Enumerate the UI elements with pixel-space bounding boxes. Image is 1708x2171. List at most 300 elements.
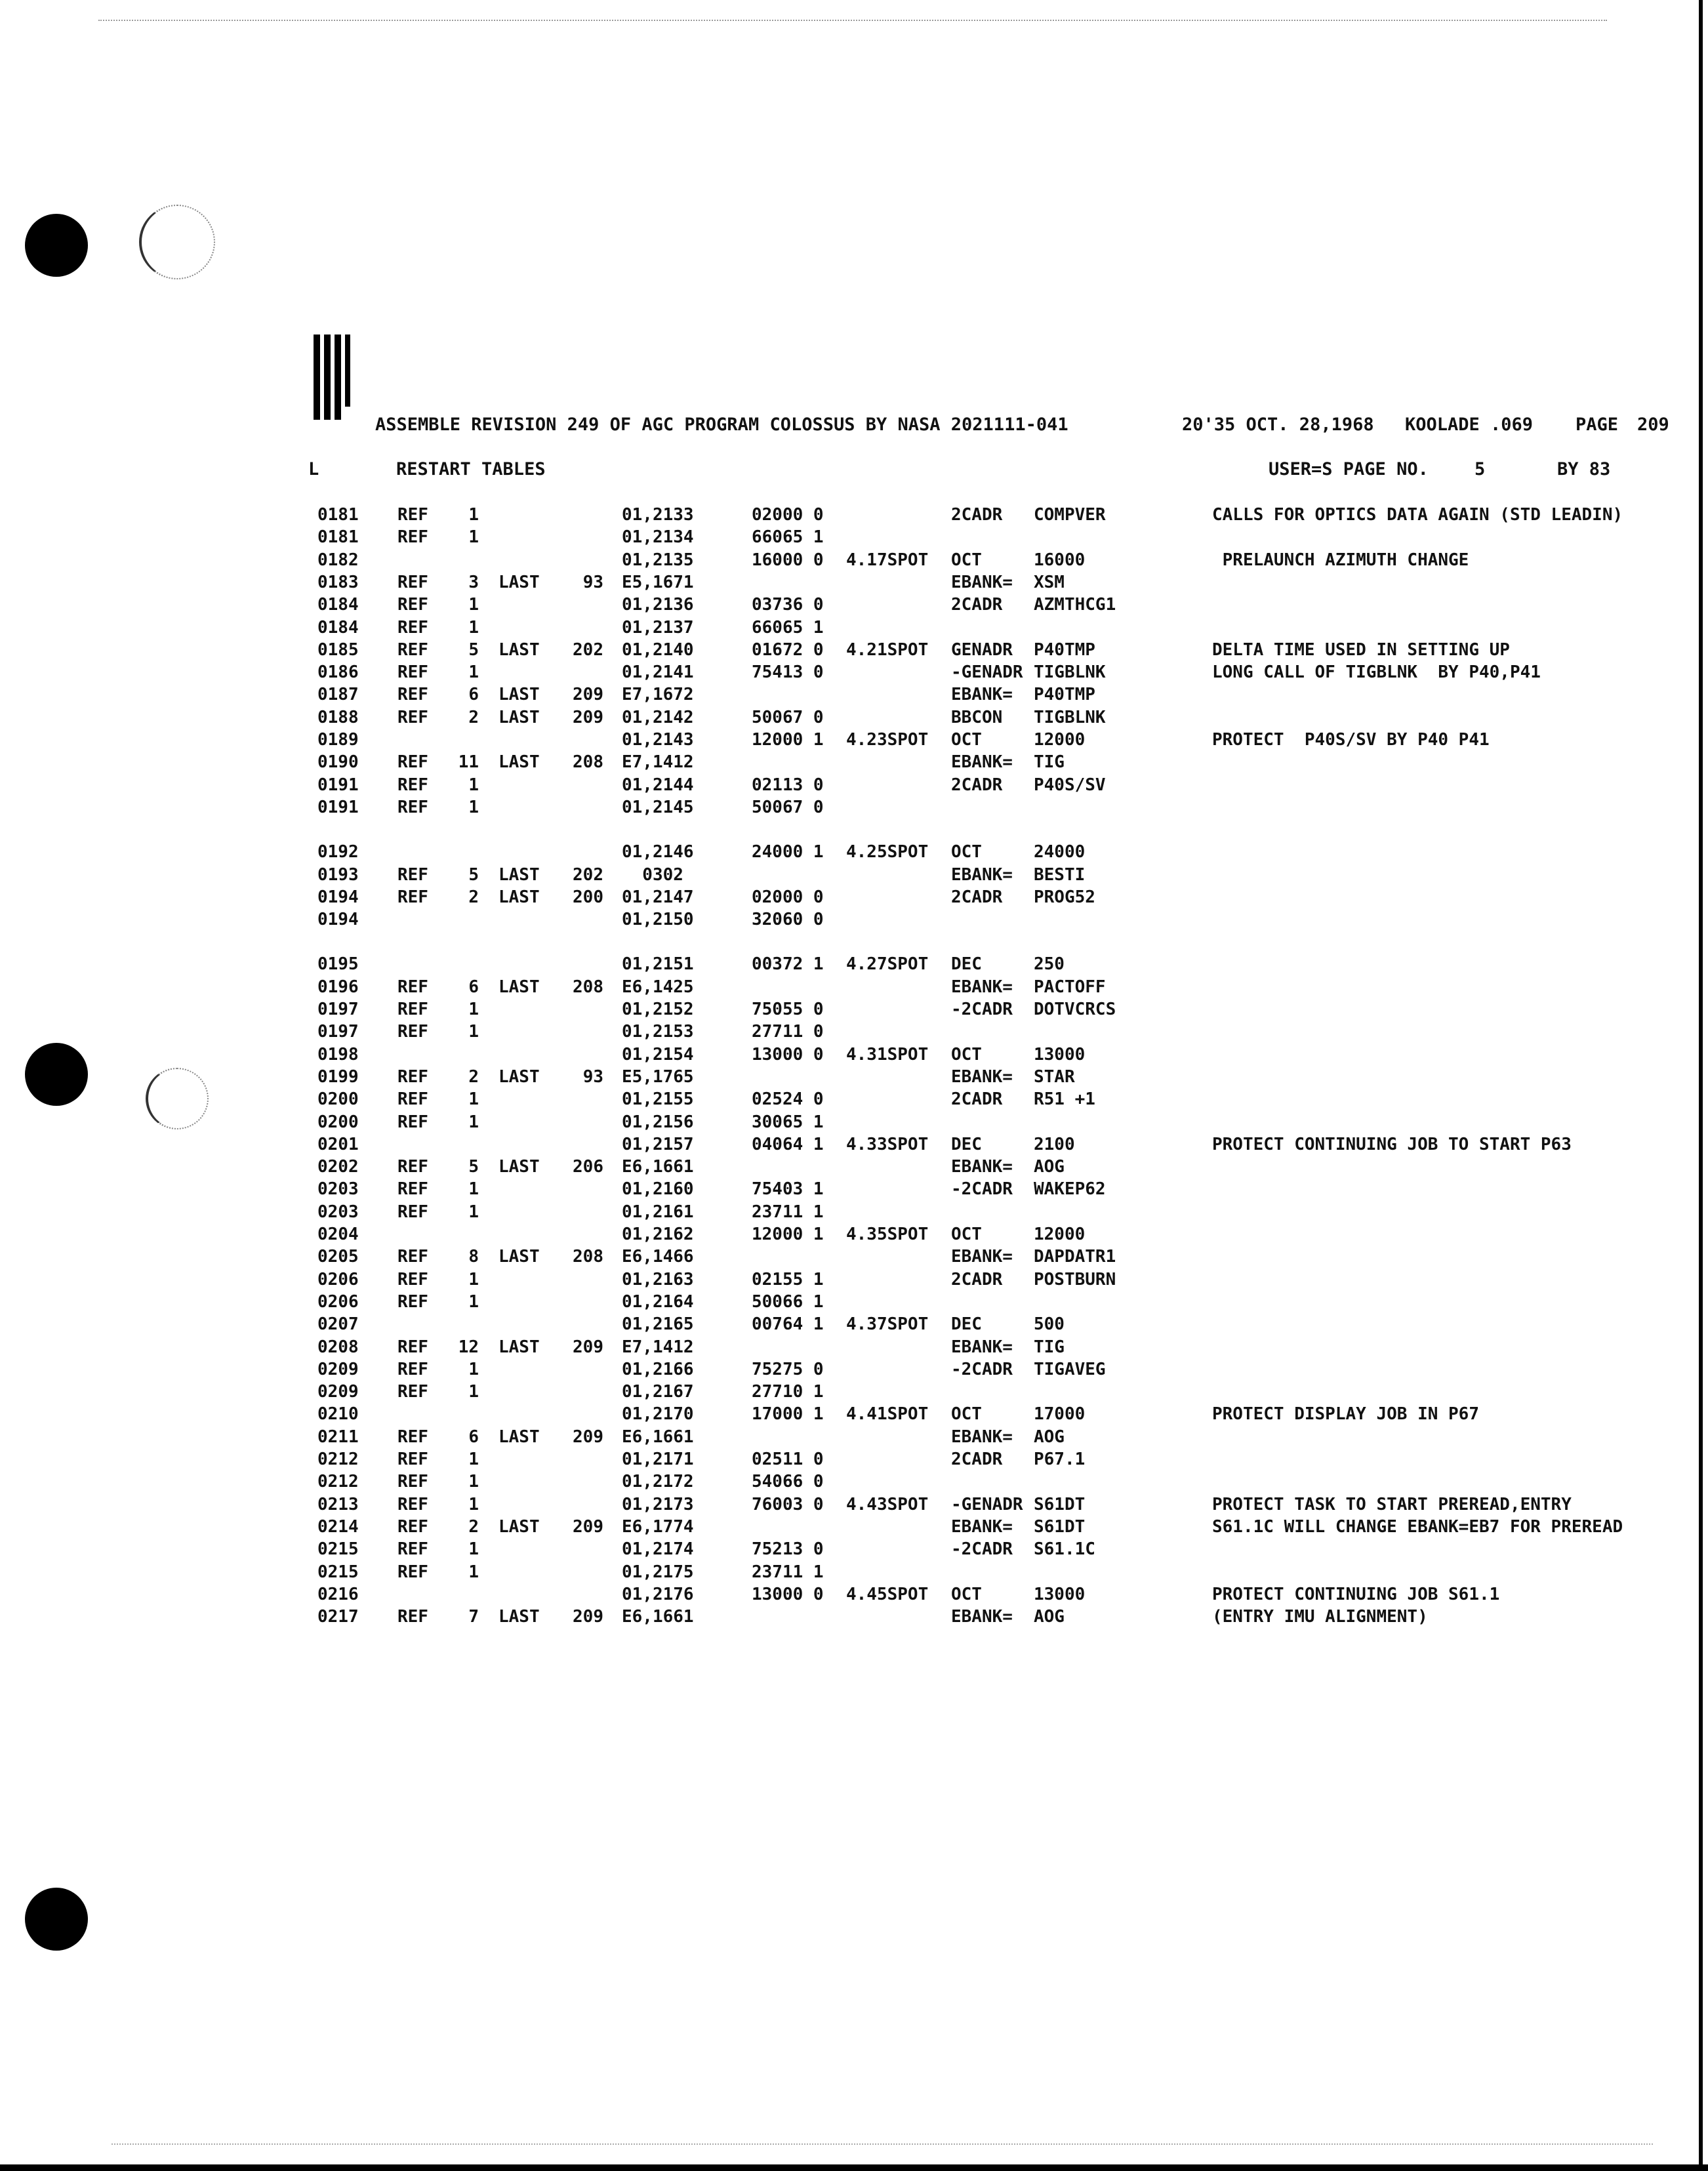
listing-cell-op: -2CADR — [951, 1359, 1013, 1379]
listing-cell-oct: 23711 1 — [752, 1562, 824, 1582]
listing-row — [0, 617, 1708, 639]
listing-row — [0, 1381, 1708, 1403]
listing-row — [0, 594, 1708, 616]
koolade-version: KOOLADE .069 — [1405, 415, 1534, 435]
listing-cell-ref: REF — [397, 1494, 428, 1514]
listing-cell-num: 209 — [573, 1516, 603, 1537]
listing-cell-oct: 00372 1 — [752, 954, 824, 975]
listing-cell-cnt: 1 — [468, 1494, 479, 1514]
listing-cell-oct: 75275 0 — [752, 1359, 824, 1379]
listing-cell-addr: E6,1774 — [622, 1516, 694, 1537]
listing-cell-op: 2CADR — [951, 887, 1003, 907]
listing-cell-ref: REF — [397, 1291, 428, 1312]
listing-cell-line: 0195 — [317, 954, 359, 975]
listing-cell-op: EBANK= — [951, 752, 1013, 773]
page-of-label: BY 83 — [1557, 459, 1611, 479]
listing-cell-line: 0181 — [317, 505, 359, 525]
listing-cell-cmt: PROTECT DISPLAY JOB IN P67 — [1212, 1404, 1479, 1425]
scan-specks-top — [98, 20, 1607, 22]
listing-cell-line: 0200 — [317, 1089, 359, 1110]
listing-cell-ref: REF — [397, 887, 428, 907]
listing-cell-lbl: 4.43SPOT — [846, 1494, 929, 1514]
listing-row — [0, 1268, 1708, 1291]
listing-row — [0, 1044, 1708, 1066]
listing-row — [0, 1111, 1708, 1133]
listing-cell-ref: REF — [397, 1359, 428, 1379]
listing-cell-line: 0211 — [317, 1427, 359, 1447]
listing-cell-addr: 0302 — [622, 864, 683, 885]
listing-cell-opd: STAR — [1034, 1066, 1075, 1087]
listing-cell-addr: 01,2162 — [622, 1225, 694, 1244]
listing-cell-last: LAST — [498, 639, 540, 660]
listing-cell-line: 0190 — [317, 752, 359, 773]
listing-row — [0, 1088, 1708, 1110]
listing-cell-op: -GENADR — [951, 1494, 1023, 1514]
listing-cell-last: LAST — [498, 707, 540, 727]
listing-cell-cnt: 1 — [468, 1562, 479, 1582]
listing-cell-oct: 02524 0 — [752, 1089, 824, 1110]
listing-cell-oct: 75413 0 — [752, 662, 824, 683]
listing-cell-line: 0217 — [317, 1607, 359, 1627]
listing-row — [0, 1403, 1708, 1425]
listing-cell-cnt: 1 — [468, 1539, 479, 1560]
listing-cell-addr: 01,2153 — [622, 1022, 694, 1042]
listing-cell-cnt: 1 — [468, 1291, 479, 1312]
listing-cell-cnt: 1 — [468, 595, 479, 615]
listing-cell-op: DEC — [951, 1134, 982, 1154]
listing-cell-oct: 00764 1 — [752, 1314, 824, 1335]
listing-cell-lbl: 4.21SPOT — [846, 639, 929, 660]
listing-cell-oct: 13000 0 — [752, 1044, 824, 1065]
listing-row — [0, 661, 1708, 683]
listing-cell-opd: AOG — [1034, 1157, 1065, 1177]
listing-cell-op: EBANK= — [951, 572, 1013, 592]
listing-cell-cmt: PRELAUNCH AZIMUTH CHANGE — [1212, 550, 1469, 570]
listing-cell-line: 0209 — [317, 1382, 359, 1402]
listing-cell-cnt: 2 — [468, 1516, 479, 1537]
listing-row — [0, 1291, 1708, 1313]
listing-cell-ref: REF — [397, 1427, 428, 1447]
listing-cell-cnt: 2 — [468, 707, 479, 727]
listing-cell-ref: REF — [397, 1000, 428, 1019]
listing-cell-lbl: 4.17SPOT — [846, 550, 929, 570]
listing-cell-line: 0188 — [317, 707, 359, 727]
listing-cell-opd: 13000 — [1034, 1044, 1086, 1065]
listing-cell-last: LAST — [498, 1427, 540, 1447]
listing-cell-line: 0214 — [317, 1516, 359, 1537]
listing-cell-addr: 01,2141 — [622, 662, 694, 683]
listing-cell-line: 0196 — [317, 977, 359, 997]
listing-cell-line: 0210 — [317, 1404, 359, 1425]
listing-cell-addr: E7,1412 — [622, 1337, 694, 1357]
listing-cell-oct: 03736 0 — [752, 595, 824, 615]
listing-cell-addr: E6,1661 — [622, 1157, 694, 1177]
listing-cell-oct: 12000 1 — [752, 1225, 824, 1244]
listing-cell-op: EBANK= — [951, 1157, 1013, 1177]
listing-cell-oct: 13000 0 — [752, 1584, 824, 1604]
listing-cell-cnt: 6 — [468, 1427, 479, 1447]
listing-cell-oct: 04064 1 — [752, 1134, 824, 1154]
listing-cell-op: -2CADR — [951, 1539, 1013, 1560]
listing-cell-oct: 01672 0 — [752, 639, 824, 660]
listing-cell-oct: 32060 0 — [752, 910, 824, 930]
listing-cell-ref: REF — [397, 1562, 428, 1582]
listing-cell-opd: P67.1 — [1034, 1450, 1086, 1469]
listing-cell-num: 209 — [573, 707, 603, 727]
listing-cell-opd: S61DT — [1034, 1516, 1086, 1537]
listing-cell-line: 0200 — [317, 1112, 359, 1132]
listing-cell-oct: 66065 1 — [752, 617, 824, 638]
listing-cell-cnt: 1 — [468, 775, 479, 795]
listing-cell-num: 93 — [582, 1066, 603, 1087]
user-page-number: 5 — [1474, 459, 1486, 479]
listing-cell-addr: 01,2156 — [622, 1112, 694, 1132]
listing-cell-addr: E5,1671 — [622, 572, 694, 592]
listing-cell-op: EBANK= — [951, 977, 1013, 997]
punch-hole-bottom — [25, 1888, 88, 1951]
listing-cell-addr: E6,1425 — [622, 977, 694, 997]
listing-cell-line: 0182 — [317, 550, 359, 570]
listing-cell-cnt: 5 — [468, 1157, 479, 1177]
listing-cell-cnt: 1 — [468, 797, 479, 817]
listing-cell-opd: TIGAVEG — [1034, 1359, 1106, 1379]
listing-cell-line: 0183 — [317, 572, 359, 592]
listing-row — [0, 908, 1708, 931]
listing-cell-num: 208 — [573, 977, 603, 997]
listing-cell-opd: P40TMP — [1034, 639, 1095, 660]
listing-cell-ref: REF — [397, 572, 428, 592]
listing-cell-line: 0208 — [317, 1337, 359, 1357]
listing-cell-opd: S61.1C — [1034, 1539, 1095, 1560]
listing-cell-cnt: 1 — [468, 1179, 479, 1200]
listing-cell-last: LAST — [498, 1247, 540, 1267]
listing-row — [0, 1156, 1708, 1178]
listing-cell-op: GENADR — [951, 639, 1013, 660]
listing-cell-ref: REF — [397, 1022, 428, 1042]
listing-cell-op: EBANK= — [951, 1066, 1013, 1087]
listing-cell-lbl: 4.45SPOT — [846, 1584, 929, 1604]
listing-cell-op: -2CADR — [951, 1000, 1013, 1019]
listing-cell-addr: 01,2176 — [622, 1584, 694, 1604]
binder-ring-top — [139, 205, 215, 279]
listing-row — [0, 504, 1708, 526]
listing-cell-num: 202 — [573, 864, 603, 885]
listing-cell-opd: R51 +1 — [1034, 1089, 1095, 1110]
listing-cell-lbl: 4.23SPOT — [846, 730, 929, 750]
listing-cell-cmt: LONG CALL OF TIGBLNK BY P40,P41 — [1212, 662, 1541, 683]
listing-cell-lbl: 4.33SPOT — [846, 1134, 929, 1154]
listing-cell-num: 209 — [573, 685, 603, 705]
listing-cell-cnt: 12 — [458, 1337, 479, 1357]
listing-cell-opd: DAPDATR1 — [1034, 1247, 1116, 1267]
section-title: RESTART TABLES — [396, 459, 546, 479]
listing-cell-ref: REF — [397, 1157, 428, 1177]
listing-cell-line: 0186 — [317, 662, 359, 683]
listing-cell-lbl: 4.41SPOT — [846, 1404, 929, 1425]
listing-cell-addr: 01,2150 — [622, 910, 694, 930]
listing-cell-ref: REF — [397, 1472, 428, 1492]
listing-cell-last: LAST — [498, 977, 540, 997]
listing-cell-ref: REF — [397, 1269, 428, 1289]
listing-cell-last: LAST — [498, 1607, 540, 1627]
listing-cell-addr: 01,2165 — [622, 1314, 694, 1335]
listing-title: ASSEMBLE REVISION 249 OF AGC PROGRAM COLOSSUS BY NASA 2021111-041 — [375, 415, 1068, 435]
listing-cell-opd: 2100 — [1034, 1134, 1075, 1154]
listing-cell-cmt: S61.1C WILL CHANGE EBANK=EB7 FOR PREREAD — [1212, 1516, 1623, 1537]
listing-row — [0, 1426, 1708, 1448]
listing-row — [0, 729, 1708, 751]
listing-cell-oct: 66065 1 — [752, 527, 824, 548]
listing-cell-addr: 01,2146 — [622, 842, 694, 862]
listing-cell-op: 2CADR — [951, 1269, 1003, 1289]
listing-cell-oct: 50066 1 — [752, 1291, 824, 1312]
listing-cell-cnt: 2 — [468, 887, 479, 907]
listing-timestamp: 20'35 OCT. 28,1968 — [1182, 415, 1374, 435]
listing-row — [0, 1223, 1708, 1246]
listing-cell-op: EBANK= — [951, 1337, 1013, 1357]
listing-cell-opd: 250 — [1034, 954, 1065, 975]
listing-cell-opd: PACTOFF — [1034, 977, 1106, 997]
listing-cell-line: 0207 — [317, 1314, 359, 1335]
listing-cell-last: LAST — [498, 572, 540, 592]
listing-cell-oct: 02113 0 — [752, 775, 824, 795]
listing-cell-lbl: 4.25SPOT — [846, 842, 929, 862]
listing-cell-ref: REF — [397, 1202, 428, 1222]
listing-cell-lbl: 4.27SPOT — [846, 954, 929, 975]
listing-cell-op: OCT — [951, 1225, 982, 1244]
listing-cell-cnt: 5 — [468, 639, 479, 660]
listing-cell-ref: REF — [397, 977, 428, 997]
listing-cell-ref: REF — [397, 1607, 428, 1627]
listing-cell-ref: REF — [397, 527, 428, 548]
listing-cell-num: 208 — [573, 752, 603, 773]
listing-row — [0, 886, 1708, 908]
listing-cell-opd: PROG52 — [1034, 887, 1095, 907]
listing-cell-op: 2CADR — [951, 595, 1003, 615]
listing-cell-line: 0192 — [317, 842, 359, 862]
listing-cell-line: 0187 — [317, 685, 359, 705]
listing-cell-num: 200 — [573, 887, 603, 907]
listing-cell-addr: 01,2135 — [622, 550, 694, 570]
listing-row — [0, 1583, 1708, 1606]
listing-cell-addr: 01,2167 — [622, 1382, 694, 1402]
listing-cell-last: LAST — [498, 1157, 540, 1177]
listing-cell-addr: 01,2164 — [622, 1291, 694, 1312]
listing-cell-opd: 24000 — [1034, 842, 1086, 862]
listing-cell-line: 0209 — [317, 1359, 359, 1379]
listing-cell-last: LAST — [498, 1516, 540, 1537]
listing-cell-cnt: 1 — [468, 1269, 479, 1289]
listing-cell-addr: 01,2147 — [622, 887, 694, 907]
listing-cell-lbl: 4.35SPOT — [846, 1225, 929, 1244]
listing-cell-line: 0198 — [317, 1044, 359, 1065]
listing-cell-addr: E7,1672 — [622, 685, 694, 705]
listing-cell-line: 0194 — [317, 887, 359, 907]
listing-cell-opd: COMPVER — [1034, 505, 1106, 525]
listing-cell-last: LAST — [498, 752, 540, 773]
listing-cell-opd: AOG — [1034, 1607, 1065, 1627]
listing-row — [0, 1516, 1708, 1538]
listing-row — [0, 1133, 1708, 1156]
listing-row — [0, 639, 1708, 661]
listing-cell-addr: 01,2140 — [622, 639, 694, 660]
listing-cell-op: OCT — [951, 842, 982, 862]
listing-cell-cnt: 1 — [468, 1089, 479, 1110]
listing-cell-op: 2CADR — [951, 1450, 1003, 1469]
listing-cell-line: 0181 — [317, 527, 359, 548]
listing-cell-cmt: PROTECT CONTINUING JOB TO START P63 — [1212, 1134, 1572, 1154]
listing-cell-oct: 12000 1 — [752, 730, 824, 750]
listing-cell-opd: S61DT — [1034, 1494, 1086, 1514]
listing-cell-addr: 01,2161 — [622, 1202, 694, 1222]
listing-cell-line: 0191 — [317, 775, 359, 795]
listing-cell-opd: 12000 — [1034, 730, 1086, 750]
listing-cell-line: 0197 — [317, 1000, 359, 1019]
listing-cell-last: LAST — [498, 1066, 540, 1087]
listing-cell-oct: 02511 0 — [752, 1450, 824, 1469]
listing-row — [0, 976, 1708, 998]
listing-cell-ref: REF — [397, 1539, 428, 1560]
listing-cell-opd: XSM — [1034, 572, 1065, 592]
listing-cell-line: 0206 — [317, 1291, 359, 1312]
listing-cell-cmt: CALLS FOR OPTICS DATA AGAIN (STD LEADIN) — [1212, 505, 1623, 525]
listing-cell-op: 2CADR — [951, 505, 1003, 525]
listing-cell-addr: 01,2154 — [622, 1044, 694, 1065]
listing-cell-ref: REF — [397, 864, 428, 885]
listing-row — [0, 1538, 1708, 1560]
listing-cell-num: 209 — [573, 1607, 603, 1627]
listing-row — [0, 864, 1708, 886]
listing-row — [0, 1246, 1708, 1268]
listing-cell-op: 2CADR — [951, 1089, 1003, 1110]
listing-cell-num: 208 — [573, 1247, 603, 1267]
listing-cell-ref: REF — [397, 1066, 428, 1087]
listing-cell-ref: REF — [397, 662, 428, 683]
listing-row — [0, 1313, 1708, 1335]
listing-cell-op: OCT — [951, 1404, 982, 1425]
listing-row — [0, 571, 1708, 594]
listing-cell-cnt: 1 — [468, 1472, 479, 1492]
listing-cell-cnt: 6 — [468, 685, 479, 705]
listing-cell-op: OCT — [951, 550, 982, 570]
page-number: 209 — [1637, 415, 1669, 435]
listing-cell-addr: E6,1466 — [622, 1247, 694, 1267]
listing-cell-addr: 01,2160 — [622, 1179, 694, 1200]
listing-cell-line: 0213 — [317, 1494, 359, 1514]
listing-cell-cnt: 1 — [468, 527, 479, 548]
listing-cell-cmt: PROTECT CONTINUING JOB S61.1 — [1212, 1584, 1500, 1604]
listing-cell-addr: 01,2166 — [622, 1359, 694, 1379]
punch-hole-top — [25, 214, 88, 277]
listing-cell-ref: REF — [397, 1179, 428, 1200]
listing-cell-line: 0203 — [317, 1202, 359, 1222]
listing-cell-oct: 50067 0 — [752, 707, 824, 727]
listing-cell-ref: REF — [397, 1516, 428, 1537]
listing-cell-oct: 54066 0 — [752, 1472, 824, 1492]
listing-cell-opd: AZMTHCG1 — [1034, 595, 1116, 615]
listing-cell-opd: TIGBLNK — [1034, 707, 1106, 727]
listing-cell-opd: BESTI — [1034, 864, 1086, 885]
listing-cell-oct: 02000 0 — [752, 505, 824, 525]
listing-cell-cnt: 1 — [468, 662, 479, 683]
listing-cell-ref: REF — [397, 1337, 428, 1357]
listing-cell-opd: 12000 — [1034, 1225, 1086, 1244]
listing-cell-line: 0202 — [317, 1157, 359, 1177]
listing-cell-addr: 01,2163 — [622, 1269, 694, 1289]
listing-row — [0, 1358, 1708, 1381]
listing-cell-cnt: 2 — [468, 1066, 479, 1087]
listing-cell-line: 0215 — [317, 1539, 359, 1560]
listing-cell-line: 0201 — [317, 1134, 359, 1154]
listing-cell-ref: REF — [397, 797, 428, 817]
listing-cell-ref: REF — [397, 752, 428, 773]
listing-cell-line: 0184 — [317, 617, 359, 638]
listing-cell-line: 0206 — [317, 1269, 359, 1289]
listing-cell-cnt: 6 — [468, 977, 479, 997]
listing-cell-cnt: 1 — [468, 1359, 479, 1379]
listing-cell-op: EBANK= — [951, 1427, 1013, 1447]
listing-cell-op: EBANK= — [951, 864, 1013, 885]
listing-cell-oct: 02155 1 — [752, 1269, 824, 1289]
listing-cell-num: 209 — [573, 1337, 603, 1357]
listing-row — [0, 549, 1708, 571]
listing-cell-num: 206 — [573, 1157, 603, 1177]
listing-cell-op: EBANK= — [951, 1607, 1013, 1627]
listing-cell-ref: REF — [397, 639, 428, 660]
left-marker: L — [308, 459, 319, 479]
listing-cell-line: 0197 — [317, 1022, 359, 1042]
listing-cell-op: EBANK= — [951, 685, 1013, 705]
listing-cell-cmt: PROTECT P40S/SV BY P40 P41 — [1212, 730, 1490, 750]
listing-cell-oct: 50067 0 — [752, 797, 824, 817]
listing-cell-addr: 01,2134 — [622, 527, 694, 548]
listing-cell-addr: 01,2172 — [622, 1472, 694, 1492]
listing-cell-addr: 01,2155 — [622, 1089, 694, 1110]
listing-cell-num: 209 — [573, 1427, 603, 1447]
listing-cell-addr: 01,2133 — [622, 505, 694, 525]
listing-cell-addr: 01,2144 — [622, 775, 694, 795]
listing-cell-line: 0212 — [317, 1472, 359, 1492]
listing-cell-op: EBANK= — [951, 1516, 1013, 1537]
listing-row — [0, 683, 1708, 706]
listing-cell-cnt: 1 — [468, 1450, 479, 1469]
listing-row — [0, 751, 1708, 773]
user-page-label: USER=S PAGE NO. — [1269, 459, 1429, 479]
listing-cell-ref: REF — [397, 1247, 428, 1267]
listing-cell-op: 2CADR — [951, 775, 1003, 795]
listing-cell-last: LAST — [498, 887, 540, 907]
listing-cell-opd: AOG — [1034, 1427, 1065, 1447]
listing-cell-cnt: 1 — [468, 1000, 479, 1019]
page-label: PAGE — [1576, 415, 1619, 435]
listing-cell-line: 0194 — [317, 910, 359, 930]
listing-cell-addr: 01,2145 — [622, 797, 694, 817]
listing-cell-addr: E6,1661 — [622, 1607, 694, 1627]
listing-cell-addr: 01,2170 — [622, 1404, 694, 1425]
listing-cell-cnt: 1 — [468, 617, 479, 638]
listing-cell-oct: 16000 0 — [752, 550, 824, 570]
listing-cell-cnt: 3 — [468, 572, 479, 592]
listing-cell-line: 0193 — [317, 864, 359, 885]
listing-cell-opd: P40TMP — [1034, 685, 1095, 705]
listing-cell-oct: 17000 1 — [752, 1404, 824, 1425]
listing-cell-oct: 23711 1 — [752, 1202, 824, 1222]
listing-cell-ref: REF — [397, 1089, 428, 1110]
listing-cell-op: DEC — [951, 1314, 982, 1335]
listing-row — [0, 1493, 1708, 1516]
listing-cell-oct: 75213 0 — [752, 1539, 824, 1560]
listing-row — [0, 774, 1708, 796]
